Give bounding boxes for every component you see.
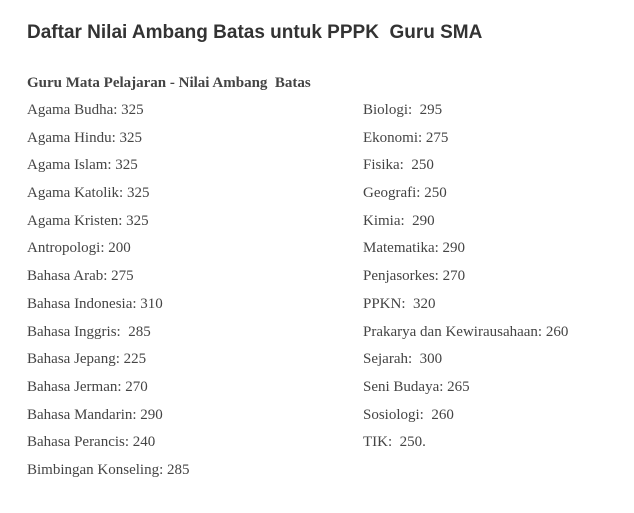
list-item: Agama Hindu: 325 [27, 129, 142, 146]
list-item: Seni Budaya: 265 [363, 378, 470, 395]
list-item: Prakarya dan Kewirausahaan: 260 [363, 323, 569, 340]
list-item: Bahasa Perancis: 240 [27, 434, 156, 451]
page-title: Daftar Nilai Ambang Batas untuk PPPK Guru SMA [27, 22, 483, 43]
list-item: Sosiologi: 260 [363, 406, 454, 423]
list-item: Antropologi: 200 [27, 240, 131, 257]
list-item: Bahasa Indonesia: 310 [27, 295, 163, 312]
list-item: Bahasa Mandarin: 290 [27, 406, 163, 423]
list-item: Bimbingan Konseling: 285 [27, 461, 190, 478]
list-item: Kimia: 290 [363, 212, 435, 229]
list-item: Penjasorkes: 270 [363, 268, 466, 285]
list-item: Sejarah: 300 [363, 351, 443, 368]
list-item: Matematika: 290 [363, 240, 466, 257]
list-item: Bahasa Arab: 275 [27, 268, 134, 285]
list-item: TIK: 250. [363, 434, 426, 451]
list-item: PPKN: 320 [363, 295, 436, 312]
list-item: Geografi: 250 [363, 185, 447, 202]
list-item: Agama Kristen: 325 [27, 212, 149, 229]
list-item: Bahasa Jepang: 225 [27, 351, 147, 368]
list-item: Agama Islam: 325 [27, 157, 138, 174]
list-subheading: Guru Mata Pelajaran - Nilai Ambang Batas [27, 75, 311, 91]
subject-list-right [363, 100, 568, 460]
list-item: Fisika: 250 [363, 157, 434, 174]
subject-list-left [27, 100, 190, 488]
list-item: Agama Budha: 325 [27, 102, 144, 118]
list-item: Agama Katolik: 325 [27, 185, 150, 202]
list-item: Bahasa Jerman: 270 [27, 378, 148, 395]
list-item: Biologi: 295 [363, 102, 443, 118]
list-item: Ekonomi: 275 [363, 129, 449, 146]
list-item: Bahasa Inggris: 285 [27, 323, 151, 340]
